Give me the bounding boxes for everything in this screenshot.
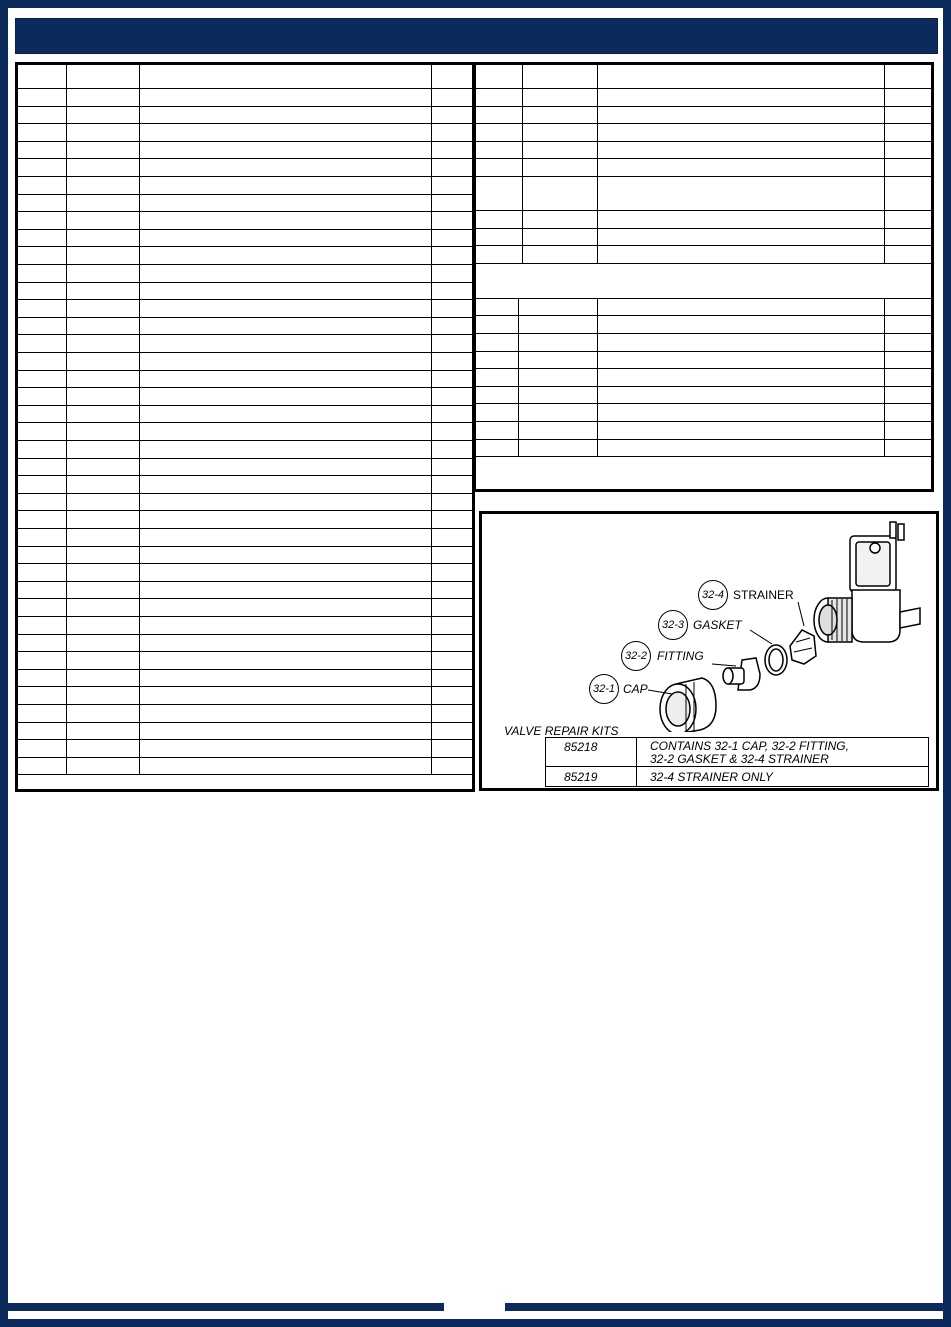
table-row bbox=[18, 353, 472, 371]
table-row bbox=[476, 352, 931, 370]
kit-description-line2: 32-2 GASKET & 32-4 STRAINER bbox=[650, 752, 829, 766]
table-row bbox=[476, 316, 931, 334]
repair-kits-table bbox=[545, 737, 929, 787]
table-row bbox=[18, 582, 472, 600]
table-row bbox=[476, 142, 931, 160]
table-row bbox=[18, 89, 472, 107]
table-row bbox=[18, 230, 472, 248]
table-row bbox=[476, 211, 931, 229]
page-frame-bottom-left bbox=[0, 1303, 444, 1311]
table-row bbox=[18, 195, 472, 213]
table-row bbox=[18, 635, 472, 653]
table-row bbox=[476, 387, 931, 405]
page-frame-bottom bbox=[0, 1319, 951, 1327]
table-row bbox=[18, 740, 472, 758]
table-row bbox=[18, 335, 472, 353]
table-row bbox=[18, 705, 472, 723]
solenoid-valve-icon bbox=[814, 522, 920, 642]
callout-32-4: 32-4 bbox=[698, 580, 728, 610]
page-frame-bottom-right bbox=[505, 1303, 951, 1311]
callout-32-2: 32-2 bbox=[621, 641, 651, 671]
table-row bbox=[18, 758, 472, 776]
table-row bbox=[476, 89, 931, 107]
table-row bbox=[18, 318, 472, 336]
table-row bbox=[18, 687, 472, 705]
table-row bbox=[18, 617, 472, 635]
valve-repair-kits-title: VALVE REPAIR KITS bbox=[504, 724, 619, 738]
table-row bbox=[476, 65, 931, 89]
label-cap: CAP bbox=[623, 682, 648, 696]
table-row bbox=[476, 369, 931, 387]
table-row bbox=[18, 652, 472, 670]
table-row bbox=[18, 265, 472, 283]
kit-description-line1: CONTAINS 32-1 CAP, 32-2 FITTING, bbox=[650, 739, 849, 753]
table-row bbox=[476, 299, 931, 317]
cap-icon bbox=[660, 678, 716, 732]
label-gasket: GASKET bbox=[693, 618, 742, 632]
table-row bbox=[18, 142, 472, 160]
table-row bbox=[476, 229, 931, 247]
table-row bbox=[476, 107, 931, 125]
table-row bbox=[18, 247, 472, 265]
table-row bbox=[18, 177, 472, 195]
table-row bbox=[476, 440, 931, 458]
kit-description-line1: 32-4 STRAINER ONLY bbox=[650, 770, 773, 784]
table-section-spacer bbox=[476, 264, 931, 299]
table-row bbox=[18, 124, 472, 142]
table-row bbox=[18, 441, 472, 459]
table-row bbox=[18, 371, 472, 389]
gasket-icon bbox=[765, 645, 787, 675]
table-row bbox=[18, 300, 472, 318]
table-row bbox=[18, 723, 472, 741]
table-row bbox=[18, 599, 472, 617]
label-fitting: FITTING bbox=[657, 649, 704, 663]
table-row bbox=[18, 283, 472, 301]
table-row bbox=[18, 212, 472, 230]
table-row bbox=[18, 406, 472, 424]
callout-32-1: 32-1 bbox=[589, 674, 619, 704]
table-row bbox=[476, 159, 931, 177]
table-row bbox=[476, 177, 931, 211]
table-row bbox=[18, 529, 472, 547]
kit-part-number: 85218 bbox=[564, 740, 598, 754]
table-row bbox=[18, 547, 472, 565]
table-row bbox=[18, 511, 472, 529]
table-row bbox=[18, 670, 472, 688]
page-frame-left bbox=[0, 0, 8, 1327]
table-row bbox=[18, 423, 472, 441]
page-frame-right bbox=[943, 0, 951, 1327]
strainer-icon bbox=[790, 630, 816, 664]
table-row bbox=[476, 124, 931, 142]
fitting-icon bbox=[723, 658, 760, 690]
table-row bbox=[18, 107, 472, 125]
header-bar bbox=[15, 18, 938, 54]
table-row bbox=[18, 388, 472, 406]
table-row bbox=[18, 65, 472, 89]
table-row bbox=[476, 334, 931, 352]
callout-32-3: 32-3 bbox=[658, 610, 688, 640]
table-row bbox=[18, 476, 472, 494]
table-row bbox=[18, 159, 472, 177]
table-row bbox=[476, 404, 931, 422]
parts-table-left bbox=[15, 62, 475, 792]
parts-table-right bbox=[473, 62, 934, 492]
table-row bbox=[18, 494, 472, 512]
table-row bbox=[18, 564, 472, 582]
table-row bbox=[18, 459, 472, 477]
kit-part-number: 85219 bbox=[564, 770, 598, 784]
table-row bbox=[476, 246, 931, 264]
label-strainer: STRAINER bbox=[733, 588, 794, 602]
table-row bbox=[476, 422, 931, 440]
page-frame-top bbox=[0, 0, 951, 8]
